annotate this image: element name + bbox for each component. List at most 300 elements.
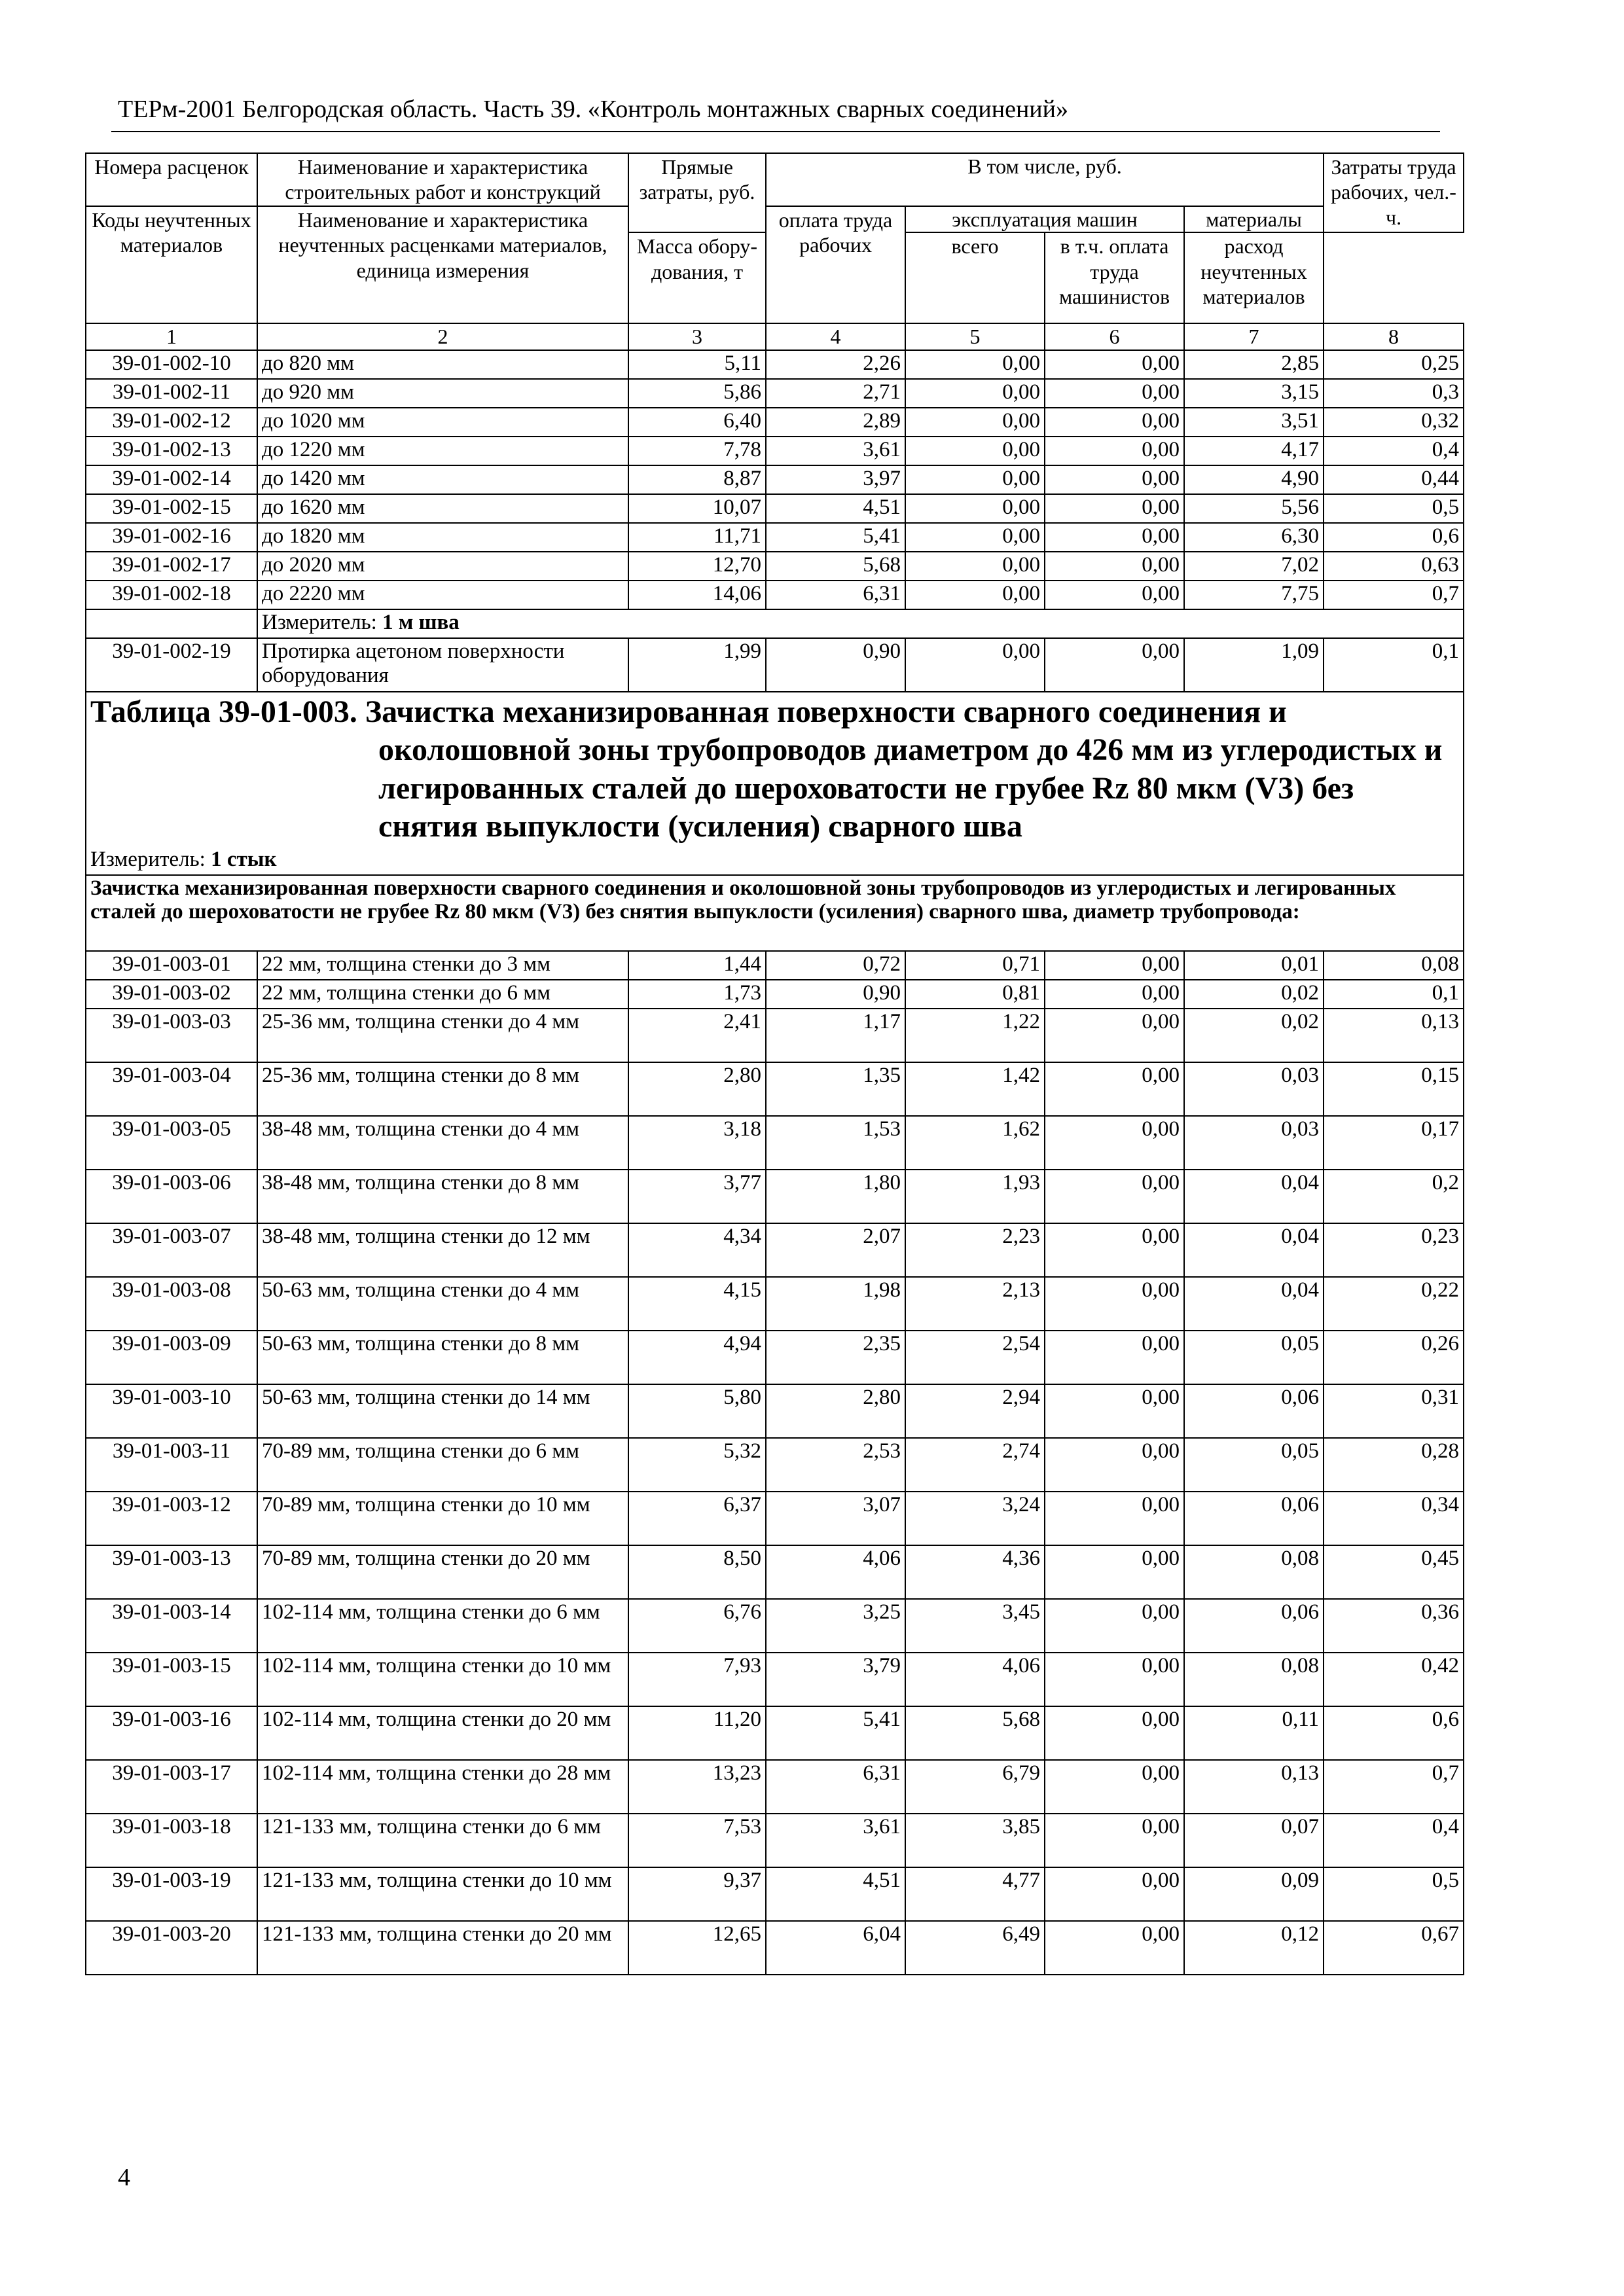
table-row bbox=[86, 581, 1464, 609]
meter-row bbox=[86, 609, 1464, 638]
machinist-pay: 0,00 bbox=[1045, 1331, 1184, 1384]
machinist-pay: 0,00 bbox=[1045, 494, 1184, 523]
rate-name: 38-48 мм, толщина стенки до 8 мм bbox=[257, 1170, 628, 1223]
rate-name: 102-114 мм, толщина стенки до 20 мм bbox=[257, 1706, 628, 1760]
machinist-pay: 0,00 bbox=[1045, 1116, 1184, 1170]
table-row bbox=[86, 951, 1464, 980]
worker-pay: 6,04 bbox=[766, 1921, 905, 1975]
rate-name: до 1220 мм bbox=[257, 437, 628, 465]
labor-costs: 0,25 bbox=[1324, 350, 1464, 379]
worker-pay: 3,25 bbox=[766, 1599, 905, 1653]
machines-total: 6,49 bbox=[905, 1921, 1045, 1975]
machines-total: 0,00 bbox=[905, 638, 1045, 692]
labor-costs: 0,23 bbox=[1324, 1223, 1464, 1277]
materials: 0,12 bbox=[1184, 1921, 1324, 1975]
direct-costs: 4,94 bbox=[628, 1331, 766, 1384]
rate-name: 70-89 мм, толщина стенки до 20 мм bbox=[257, 1545, 628, 1599]
direct-costs: 13,23 bbox=[628, 1760, 766, 1814]
machines-total: 2,13 bbox=[905, 1277, 1045, 1331]
machinist-pay: 0,00 bbox=[1045, 1545, 1184, 1599]
worker-pay: 3,61 bbox=[766, 437, 905, 465]
rate-name: 121-133 мм, толщина стенки до 20 мм bbox=[257, 1921, 628, 1975]
rate-code: 39-01-002-13 bbox=[86, 437, 257, 465]
machines-total: 0,00 bbox=[905, 408, 1045, 437]
col-number: 8 bbox=[1324, 323, 1464, 350]
table-title-number: Таблица 39-01-003. bbox=[90, 694, 357, 729]
rate-name: 25-36 мм, толщина стенки до 4 мм bbox=[257, 1009, 628, 1062]
table-row bbox=[86, 980, 1464, 1009]
machines-total: 3,24 bbox=[905, 1492, 1045, 1545]
worker-pay: 1,17 bbox=[766, 1009, 905, 1062]
table-row bbox=[86, 408, 1464, 437]
rate-code: 39-01-003-07 bbox=[86, 1223, 257, 1277]
machinist-pay: 0,00 bbox=[1045, 1062, 1184, 1116]
col-number: 1 bbox=[86, 323, 257, 350]
direct-costs: 1,44 bbox=[628, 951, 766, 980]
header-machinist-pay: в т.ч. оплата труда машинистов bbox=[1045, 232, 1184, 323]
machinist-pay: 0,00 bbox=[1045, 638, 1184, 692]
materials: 0,03 bbox=[1184, 1062, 1324, 1116]
header-machines-total: всего bbox=[905, 232, 1045, 323]
materials: 4,17 bbox=[1184, 437, 1324, 465]
materials: 0,02 bbox=[1184, 1009, 1324, 1062]
machinist-pay: 0,00 bbox=[1045, 980, 1184, 1009]
materials: 7,02 bbox=[1184, 552, 1324, 581]
machines-total: 0,00 bbox=[905, 465, 1045, 494]
rate-code: 39-01-002-18 bbox=[86, 581, 257, 609]
table-row bbox=[86, 1599, 1464, 1653]
materials: 0,11 bbox=[1184, 1706, 1324, 1760]
worker-pay: 3,79 bbox=[766, 1653, 905, 1706]
materials: 3,51 bbox=[1184, 408, 1324, 437]
worker-pay: 2,07 bbox=[766, 1223, 905, 1277]
direct-costs: 5,32 bbox=[628, 1438, 766, 1492]
table-row bbox=[86, 552, 1464, 581]
machines-total: 0,00 bbox=[905, 552, 1045, 581]
table-row bbox=[86, 1867, 1464, 1921]
machinist-pay: 0,00 bbox=[1045, 1170, 1184, 1223]
machinist-pay: 0,00 bbox=[1045, 1706, 1184, 1760]
machinist-pay: 0,00 bbox=[1045, 1277, 1184, 1331]
rate-name: до 1620 мм bbox=[257, 494, 628, 523]
materials: 0,06 bbox=[1184, 1384, 1324, 1438]
machinist-pay: 0,00 bbox=[1045, 1492, 1184, 1545]
labor-costs: 0,13 bbox=[1324, 1009, 1464, 1062]
machinist-pay: 0,00 bbox=[1045, 951, 1184, 980]
labor-costs: 0,67 bbox=[1324, 1921, 1464, 1975]
rate-code: 39-01-003-12 bbox=[86, 1492, 257, 1545]
materials: 6,30 bbox=[1184, 523, 1324, 552]
worker-pay: 1,35 bbox=[766, 1062, 905, 1116]
meter-caption: Измеритель: bbox=[262, 610, 377, 634]
materials: 1,09 bbox=[1184, 638, 1324, 692]
table-row bbox=[86, 1170, 1464, 1223]
header-equipment-mass: Масса обору-дования, т bbox=[628, 232, 766, 323]
header-materials: материалы bbox=[1184, 206, 1324, 232]
table-row bbox=[86, 1545, 1464, 1599]
direct-costs: 9,37 bbox=[628, 1867, 766, 1921]
machinist-pay: 0,00 bbox=[1045, 1438, 1184, 1492]
labor-costs: 0,36 bbox=[1324, 1599, 1464, 1653]
labor-costs: 0,22 bbox=[1324, 1277, 1464, 1331]
worker-pay: 2,35 bbox=[766, 1331, 905, 1384]
worker-pay: 3,07 bbox=[766, 1492, 905, 1545]
machines-total: 4,06 bbox=[905, 1653, 1045, 1706]
rate-name: 102-114 мм, толщина стенки до 28 мм bbox=[257, 1760, 628, 1814]
labor-costs: 0,4 bbox=[1324, 437, 1464, 465]
direct-costs: 6,37 bbox=[628, 1492, 766, 1545]
machines-total: 6,79 bbox=[905, 1760, 1045, 1814]
rate-code: 39-01-002-16 bbox=[86, 523, 257, 552]
header-material-name: Наименование и характеристика неучтенных расценками материалов, единица измерения bbox=[257, 206, 628, 323]
labor-costs: 0,5 bbox=[1324, 1867, 1464, 1921]
header-row-1 bbox=[86, 153, 1464, 206]
direct-costs: 2,41 bbox=[628, 1009, 766, 1062]
direct-costs: 11,20 bbox=[628, 1706, 766, 1760]
worker-pay: 4,51 bbox=[766, 1867, 905, 1921]
table-title-row bbox=[86, 692, 1464, 847]
direct-costs: 6,40 bbox=[628, 408, 766, 437]
header-material-codes: Коды неучтенных материалов bbox=[86, 206, 257, 323]
machines-total: 3,45 bbox=[905, 1599, 1045, 1653]
materials: 0,13 bbox=[1184, 1760, 1324, 1814]
labor-costs: 0,28 bbox=[1324, 1438, 1464, 1492]
worker-pay: 1,53 bbox=[766, 1116, 905, 1170]
rate-code: 39-01-002-11 bbox=[86, 379, 257, 408]
materials: 4,90 bbox=[1184, 465, 1324, 494]
direct-costs: 10,07 bbox=[628, 494, 766, 523]
direct-costs: 7,93 bbox=[628, 1653, 766, 1706]
direct-costs: 3,77 bbox=[628, 1170, 766, 1223]
worker-pay: 3,61 bbox=[766, 1814, 905, 1867]
col-number: 2 bbox=[257, 323, 628, 350]
table-row bbox=[86, 1921, 1464, 1975]
machines-total: 4,36 bbox=[905, 1545, 1045, 1599]
machines-total: 0,00 bbox=[905, 350, 1045, 379]
labor-costs: 0,1 bbox=[1324, 980, 1464, 1009]
col-number: 5 bbox=[905, 323, 1045, 350]
direct-costs: 4,34 bbox=[628, 1223, 766, 1277]
table-title bbox=[86, 692, 1464, 847]
materials: 0,06 bbox=[1184, 1492, 1324, 1545]
materials: 5,56 bbox=[1184, 494, 1324, 523]
labor-costs: 0,7 bbox=[1324, 1760, 1464, 1814]
rates-table bbox=[85, 152, 1464, 1975]
worker-pay: 5,68 bbox=[766, 552, 905, 581]
header-rate-numbers: Номера расценок bbox=[86, 153, 257, 206]
rate-code: 39-01-003-16 bbox=[86, 1706, 257, 1760]
machines-total: 1,62 bbox=[905, 1116, 1045, 1170]
table-row bbox=[86, 1331, 1464, 1384]
machines-total: 5,68 bbox=[905, 1706, 1045, 1760]
col-number: 7 bbox=[1184, 323, 1324, 350]
rate-code: 39-01-003-15 bbox=[86, 1653, 257, 1706]
worker-pay: 4,51 bbox=[766, 494, 905, 523]
direct-costs: 12,70 bbox=[628, 552, 766, 581]
meter-value: 1 стык bbox=[211, 847, 277, 871]
machines-total: 0,71 bbox=[905, 951, 1045, 980]
materials: 7,75 bbox=[1184, 581, 1324, 609]
running-head: ТЕРм-2001 Белгородская область. Часть 39. «Контроль монтажных сварных соединений» bbox=[118, 96, 1068, 123]
rate-name: до 920 мм bbox=[257, 379, 628, 408]
rate-name: 70-89 мм, толщина стенки до 6 мм bbox=[257, 1438, 628, 1492]
table-row bbox=[86, 350, 1464, 379]
worker-pay: 0,72 bbox=[766, 951, 905, 980]
rate-code: 39-01-003-06 bbox=[86, 1170, 257, 1223]
machinist-pay: 0,00 bbox=[1045, 379, 1184, 408]
rate-code: 39-01-002-19 bbox=[86, 638, 257, 692]
rate-code: 39-01-002-14 bbox=[86, 465, 257, 494]
table-row bbox=[86, 1760, 1464, 1814]
labor-costs: 0,3 bbox=[1324, 379, 1464, 408]
direct-costs: 12,65 bbox=[628, 1921, 766, 1975]
rate-name: до 1020 мм bbox=[257, 408, 628, 437]
machinist-pay: 0,00 bbox=[1045, 552, 1184, 581]
rate-name: 50-63 мм, толщина стенки до 4 мм bbox=[257, 1277, 628, 1331]
rate-name: до 820 мм bbox=[257, 350, 628, 379]
rate-code: 39-01-003-09 bbox=[86, 1331, 257, 1384]
machinist-pay: 0,00 bbox=[1045, 465, 1184, 494]
table-title-text: Зачистка механизированная поверхности сварного соединения и околошовной зоны трубопроводов диаметром до 426 мм из углеродистых и легированных сталей до шероховатости не грубее Rz 80 мкм (V3) без снятия выпуклости (усиления) сварного шва bbox=[365, 694, 1443, 844]
materials: 0,09 bbox=[1184, 1867, 1324, 1921]
direct-costs: 4,15 bbox=[628, 1277, 766, 1331]
group-title-row bbox=[86, 875, 1464, 951]
direct-costs: 6,76 bbox=[628, 1599, 766, 1653]
worker-pay: 4,06 bbox=[766, 1545, 905, 1599]
column-numbers-row bbox=[86, 323, 1464, 350]
rate-code: 39-01-003-20 bbox=[86, 1921, 257, 1975]
table-row bbox=[86, 1706, 1464, 1760]
table-row bbox=[86, 494, 1464, 523]
rate-code: 39-01-003-18 bbox=[86, 1814, 257, 1867]
worker-pay: 1,80 bbox=[766, 1170, 905, 1223]
table-row bbox=[86, 638, 1464, 692]
labor-costs: 0,45 bbox=[1324, 1545, 1464, 1599]
direct-costs: 11,71 bbox=[628, 523, 766, 552]
col-number: 4 bbox=[766, 323, 905, 350]
rate-code: 39-01-003-19 bbox=[86, 1867, 257, 1921]
direct-costs: 5,11 bbox=[628, 350, 766, 379]
worker-pay: 6,31 bbox=[766, 581, 905, 609]
table-row bbox=[86, 1438, 1464, 1492]
header-material-consumption: расход неучтенных материалов bbox=[1184, 232, 1324, 323]
labor-costs: 0,26 bbox=[1324, 1331, 1464, 1384]
worker-pay: 1,98 bbox=[766, 1277, 905, 1331]
materials: 0,03 bbox=[1184, 1116, 1324, 1170]
machines-total: 2,94 bbox=[905, 1384, 1045, 1438]
labor-costs: 0,15 bbox=[1324, 1062, 1464, 1116]
worker-pay: 0,90 bbox=[766, 638, 905, 692]
worker-pay: 6,31 bbox=[766, 1760, 905, 1814]
materials: 2,85 bbox=[1184, 350, 1324, 379]
machinist-pay: 0,00 bbox=[1045, 1760, 1184, 1814]
group-title: Зачистка механизированная поверхности сварного соединения и околошовной зоны трубопроводов из углеродистых и легированных сталей до шероховатости не грубее Rz 80 мкм (V3) без снятия выпуклости (усиления) сварного шва, диаметр трубопровода: bbox=[86, 875, 1464, 951]
table-row bbox=[86, 1384, 1464, 1438]
rate-code: 39-01-003-11 bbox=[86, 1438, 257, 1492]
rate-name: до 1820 мм bbox=[257, 523, 628, 552]
rate-name: до 2020 мм bbox=[257, 552, 628, 581]
materials: 0,08 bbox=[1184, 1653, 1324, 1706]
machines-total: 0,00 bbox=[905, 437, 1045, 465]
table-row bbox=[86, 1277, 1464, 1331]
labor-costs: 0,6 bbox=[1324, 523, 1464, 552]
header-including: В том числе, руб. bbox=[766, 153, 1324, 206]
direct-costs: 8,87 bbox=[628, 465, 766, 494]
machines-total: 0,00 bbox=[905, 523, 1045, 552]
direct-costs: 5,80 bbox=[628, 1384, 766, 1438]
col-number: 3 bbox=[628, 323, 766, 350]
rate-code: 39-01-003-14 bbox=[86, 1599, 257, 1653]
rate-code: 39-01-002-17 bbox=[86, 552, 257, 581]
machines-total: 0,00 bbox=[905, 379, 1045, 408]
labor-costs: 0,1 bbox=[1324, 638, 1464, 692]
rate-code: 39-01-003-10 bbox=[86, 1384, 257, 1438]
header-labor-costs: Затраты труда рабочих, чел.-ч. bbox=[1324, 153, 1464, 232]
direct-costs: 5,86 bbox=[628, 379, 766, 408]
rate-name: до 1420 мм bbox=[257, 465, 628, 494]
materials: 0,06 bbox=[1184, 1599, 1324, 1653]
materials: 0,05 bbox=[1184, 1438, 1324, 1492]
machinist-pay: 0,00 bbox=[1045, 1384, 1184, 1438]
header-worker-pay: оплата труда рабочих bbox=[766, 206, 905, 323]
rate-code: 39-01-003-05 bbox=[86, 1116, 257, 1170]
labor-costs: 0,34 bbox=[1324, 1492, 1464, 1545]
rate-name: 50-63 мм, толщина стенки до 8 мм bbox=[257, 1331, 628, 1384]
direct-costs: 7,53 bbox=[628, 1814, 766, 1867]
rate-name: 102-114 мм, толщина стенки до 10 мм bbox=[257, 1653, 628, 1706]
machines-total: 1,93 bbox=[905, 1170, 1045, 1223]
rate-code: 39-01-003-08 bbox=[86, 1277, 257, 1331]
machinist-pay: 0,00 bbox=[1045, 1867, 1184, 1921]
labor-costs: 0,44 bbox=[1324, 465, 1464, 494]
worker-pay: 2,26 bbox=[766, 350, 905, 379]
meter-caption: Измеритель: bbox=[90, 847, 206, 871]
machines-total: 4,77 bbox=[905, 1867, 1045, 1921]
direct-costs: 3,18 bbox=[628, 1116, 766, 1170]
materials: 0,01 bbox=[1184, 951, 1324, 980]
table-row bbox=[86, 1814, 1464, 1867]
rate-code: 39-01-003-02 bbox=[86, 980, 257, 1009]
meter-label bbox=[257, 609, 1464, 638]
rate-name: до 2220 мм bbox=[257, 581, 628, 609]
materials: 0,02 bbox=[1184, 980, 1324, 1009]
labor-costs: 0,31 bbox=[1324, 1384, 1464, 1438]
rate-code: 39-01-003-04 bbox=[86, 1062, 257, 1116]
labor-costs: 0,6 bbox=[1324, 1706, 1464, 1760]
table-row bbox=[86, 379, 1464, 408]
direct-costs: 7,78 bbox=[628, 437, 766, 465]
materials: 0,05 bbox=[1184, 1331, 1324, 1384]
direct-costs: 1,99 bbox=[628, 638, 766, 692]
table-row bbox=[86, 523, 1464, 552]
rate-code: 39-01-003-03 bbox=[86, 1009, 257, 1062]
rate-name: 38-48 мм, толщина стенки до 12 мм bbox=[257, 1223, 628, 1277]
labor-costs: 0,7 bbox=[1324, 581, 1464, 609]
rate-name: 121-133 мм, толщина стенки до 10 мм bbox=[257, 1867, 628, 1921]
meter-label bbox=[86, 847, 1464, 875]
direct-costs: 8,50 bbox=[628, 1545, 766, 1599]
machinist-pay: 0,00 bbox=[1045, 1921, 1184, 1975]
machines-total: 0,00 bbox=[905, 581, 1045, 609]
labor-costs: 0,2 bbox=[1324, 1170, 1464, 1223]
header-row-2 bbox=[86, 206, 1464, 232]
rate-code: 39-01-002-10 bbox=[86, 350, 257, 379]
table-row bbox=[86, 1116, 1464, 1170]
machinist-pay: 0,00 bbox=[1045, 437, 1184, 465]
materials: 0,08 bbox=[1184, 1545, 1324, 1599]
machinist-pay: 0,00 bbox=[1045, 1814, 1184, 1867]
worker-pay: 2,89 bbox=[766, 408, 905, 437]
labor-costs: 0,63 bbox=[1324, 552, 1464, 581]
header-machines: эксплуатация машин bbox=[905, 206, 1184, 232]
machines-total: 2,54 bbox=[905, 1331, 1045, 1384]
machines-total: 0,00 bbox=[905, 494, 1045, 523]
machinist-pay: 0,00 bbox=[1045, 408, 1184, 437]
meter-row bbox=[86, 847, 1464, 875]
header-direct-costs: Прямые затраты, руб. bbox=[628, 153, 766, 232]
worker-pay: 5,41 bbox=[766, 1706, 905, 1760]
table-row bbox=[86, 1062, 1464, 1116]
rate-code: 39-01-003-17 bbox=[86, 1760, 257, 1814]
worker-pay: 2,53 bbox=[766, 1438, 905, 1492]
col-number: 6 bbox=[1045, 323, 1184, 350]
header-rule bbox=[111, 131, 1440, 132]
machinist-pay: 0,00 bbox=[1045, 1653, 1184, 1706]
table-row bbox=[86, 1653, 1464, 1706]
labor-costs: 0,32 bbox=[1324, 408, 1464, 437]
labor-costs: 0,5 bbox=[1324, 494, 1464, 523]
machinist-pay: 0,00 bbox=[1045, 1223, 1184, 1277]
labor-costs: 0,42 bbox=[1324, 1653, 1464, 1706]
machines-total: 2,23 bbox=[905, 1223, 1045, 1277]
rate-name: 102-114 мм, толщина стенки до 6 мм bbox=[257, 1599, 628, 1653]
labor-costs: 0,17 bbox=[1324, 1116, 1464, 1170]
materials: 0,04 bbox=[1184, 1223, 1324, 1277]
rate-code: 39-01-003-13 bbox=[86, 1545, 257, 1599]
labor-costs: 0,08 bbox=[1324, 951, 1464, 980]
direct-costs: 14,06 bbox=[628, 581, 766, 609]
worker-pay: 3,97 bbox=[766, 465, 905, 494]
labor-costs: 0,4 bbox=[1324, 1814, 1464, 1867]
machinist-pay: 0,00 bbox=[1045, 350, 1184, 379]
machines-total: 1,22 bbox=[905, 1009, 1045, 1062]
table-row bbox=[86, 465, 1464, 494]
machines-total: 0,81 bbox=[905, 980, 1045, 1009]
rate-name: 121-133 мм, толщина стенки до 6 мм bbox=[257, 1814, 628, 1867]
materials: 3,15 bbox=[1184, 379, 1324, 408]
rate-name: 38-48 мм, толщина стенки до 4 мм bbox=[257, 1116, 628, 1170]
direct-costs: 1,73 bbox=[628, 980, 766, 1009]
meter-value: 1 м шва bbox=[382, 610, 460, 634]
table-row bbox=[86, 1492, 1464, 1545]
rate-name: 70-89 мм, толщина стенки до 10 мм bbox=[257, 1492, 628, 1545]
direct-costs: 2,80 bbox=[628, 1062, 766, 1116]
machines-total: 2,74 bbox=[905, 1438, 1045, 1492]
worker-pay: 2,80 bbox=[766, 1384, 905, 1438]
rate-code: 39-01-002-15 bbox=[86, 494, 257, 523]
materials: 0,04 bbox=[1184, 1170, 1324, 1223]
materials: 0,04 bbox=[1184, 1277, 1324, 1331]
machines-total: 1,42 bbox=[905, 1062, 1045, 1116]
table-row bbox=[86, 437, 1464, 465]
rate-name: Протирка ацетоном поверхности оборудования bbox=[257, 638, 628, 692]
table-row bbox=[86, 1223, 1464, 1277]
page-number: 4 bbox=[118, 2164, 130, 2191]
worker-pay: 2,71 bbox=[766, 379, 905, 408]
header-work-name: Наименование и характеристика строительных работ и конструкций bbox=[257, 153, 628, 206]
rate-name: 25-36 мм, толщина стенки до 8 мм bbox=[257, 1062, 628, 1116]
table-row bbox=[86, 1009, 1464, 1062]
